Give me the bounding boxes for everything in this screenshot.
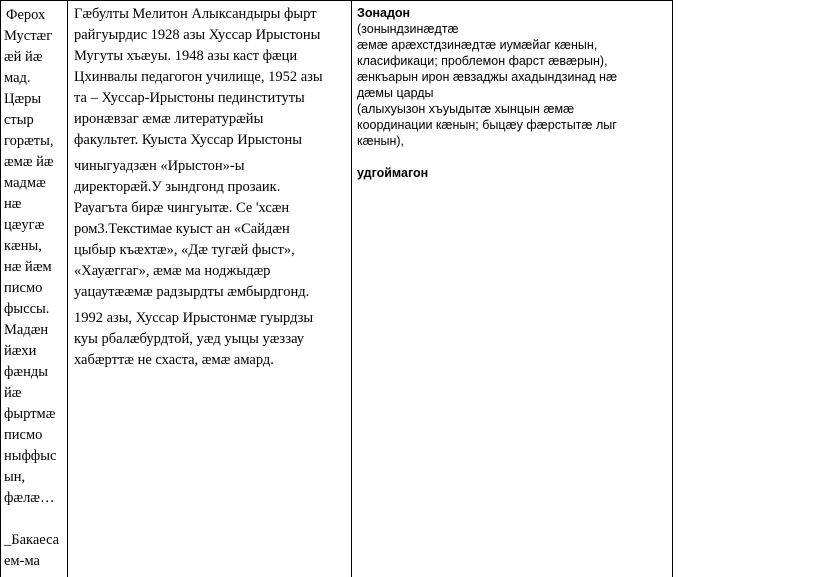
biography-line: райгуырдис 1928 азы Хуссар Ирыстоны bbox=[74, 27, 321, 43]
biography-line: иронæвзаг æмæ литературæйы bbox=[74, 111, 264, 127]
competency-line: (алыхуызон хъуыдытæ хынцын æмæ bbox=[357, 102, 575, 116]
biography-line: Рауагъта бирæ чингуытæ. Се 'хсæн bbox=[74, 200, 290, 216]
task-text-line: фыртмæ bbox=[4, 406, 56, 422]
task-text-line: фыссы. bbox=[4, 301, 50, 317]
task-text-line: кæны, bbox=[4, 238, 42, 254]
task-text-line: Цæры bbox=[4, 91, 42, 107]
competency-line: кæнын), bbox=[357, 134, 405, 148]
competency-line: дæмы царды bbox=[357, 86, 434, 100]
biography-line: ром3.Текстимае куыст ан «Сайдæн bbox=[74, 221, 290, 237]
biography-line: «Хауæггаг», æмæ ма ноджыдæр bbox=[74, 263, 271, 279]
task-text-line: писмо bbox=[4, 427, 43, 443]
biography-line: хабæрттæ не схаста, æмæ амард. bbox=[74, 352, 274, 368]
competency-lines bbox=[357, 21, 667, 149]
task-text-line: ныффыс bbox=[4, 448, 57, 464]
biography-line: 1992 азы, Хуссар Ирыстонмæ гуырдзы bbox=[74, 310, 314, 326]
biography-paragraph-1 bbox=[74, 4, 346, 151]
biography-line: Цхинвалы педагогон училище, 1952 азы bbox=[74, 69, 323, 85]
table-top-border bbox=[0, 0, 673, 1]
biography-cell bbox=[74, 4, 346, 371]
task-text-line: цæугæ bbox=[4, 217, 45, 233]
task-cell bbox=[4, 5, 64, 572]
task-text-line: горæты, bbox=[4, 133, 54, 149]
task-text-line: Мадæн bbox=[4, 322, 49, 338]
biography-paragraph-2 bbox=[74, 156, 346, 303]
competency-line: координации кæнын; быцæу фæрстытæ лыг bbox=[357, 118, 617, 132]
biography-line: факультет. Куыста Хуссар Ирыстоны bbox=[74, 132, 303, 148]
table-border-right bbox=[672, 0, 673, 577]
table-border-left bbox=[0, 0, 1, 577]
task-text-line: æмæ йæ bbox=[4, 154, 54, 170]
task-text-line: ем-ма bbox=[4, 553, 40, 569]
task-text-line: писмо bbox=[4, 280, 43, 296]
biography-line: уацаутææмæ радзырдты æмбырдгонд. bbox=[74, 284, 310, 300]
biography-line: директорæй.У зындгонд прозаик. bbox=[74, 179, 281, 195]
biography-line: куы рбалæбурдтой, уæд уыцы уæззау bbox=[74, 331, 305, 347]
competency-line: æмæ арæхстдзинæдтæ иумæйаг кæнын, bbox=[357, 38, 598, 52]
biography-paragraph-3 bbox=[74, 308, 346, 371]
competency-footer: удгоймагон bbox=[357, 166, 429, 180]
task-text-line bbox=[4, 509, 64, 530]
competency-line: (зонындзинæдтæ bbox=[357, 22, 459, 36]
task-text-line: ын, bbox=[4, 469, 26, 485]
competency-line: класификаци; проблемон фарст æвæрын), bbox=[357, 54, 608, 68]
task-text-line: стыр bbox=[4, 112, 34, 128]
biography-line: цыбыр къæхтæ», «Дæ тугæй фыст», bbox=[74, 242, 295, 258]
task-text-line: мадмæ bbox=[4, 175, 46, 191]
task-text-line: æй йæ bbox=[4, 49, 43, 65]
task-text-line: нæ bbox=[4, 196, 22, 212]
task-text-line: фæнды bbox=[4, 364, 48, 380]
task-text-line: йæхи bbox=[4, 343, 37, 359]
column-divider-2 bbox=[351, 0, 352, 577]
biography-line: чиныгуадзæн «Ирыстон»-ы bbox=[74, 158, 245, 174]
task-text-line: нæ йæм bbox=[4, 259, 52, 275]
task-text-line: _Бакаеса bbox=[4, 532, 60, 548]
competency-line: æнкъарын ирон æвзаджы ахадындзинад нæ bbox=[357, 70, 618, 84]
competency-heading: Зонадон bbox=[357, 6, 411, 20]
task-text-line: мад. bbox=[4, 70, 31, 86]
biography-line: Мугуты хъæуы. 1948 азы каст фæци bbox=[74, 48, 298, 64]
task-text-line: фæлæ… bbox=[4, 490, 55, 506]
column-divider-1 bbox=[67, 0, 68, 577]
task-text-line: Ферох bbox=[6, 7, 46, 23]
biography-line: та – Хуссар-Ирыстоны пединституты bbox=[74, 90, 305, 106]
task-text-line: Мустæг bbox=[4, 28, 53, 44]
task-text-line: йæ bbox=[4, 385, 22, 401]
competencies-cell bbox=[357, 5, 667, 181]
biography-line: Гæбулты Мелитон Алыксандыры фырт bbox=[74, 6, 317, 22]
